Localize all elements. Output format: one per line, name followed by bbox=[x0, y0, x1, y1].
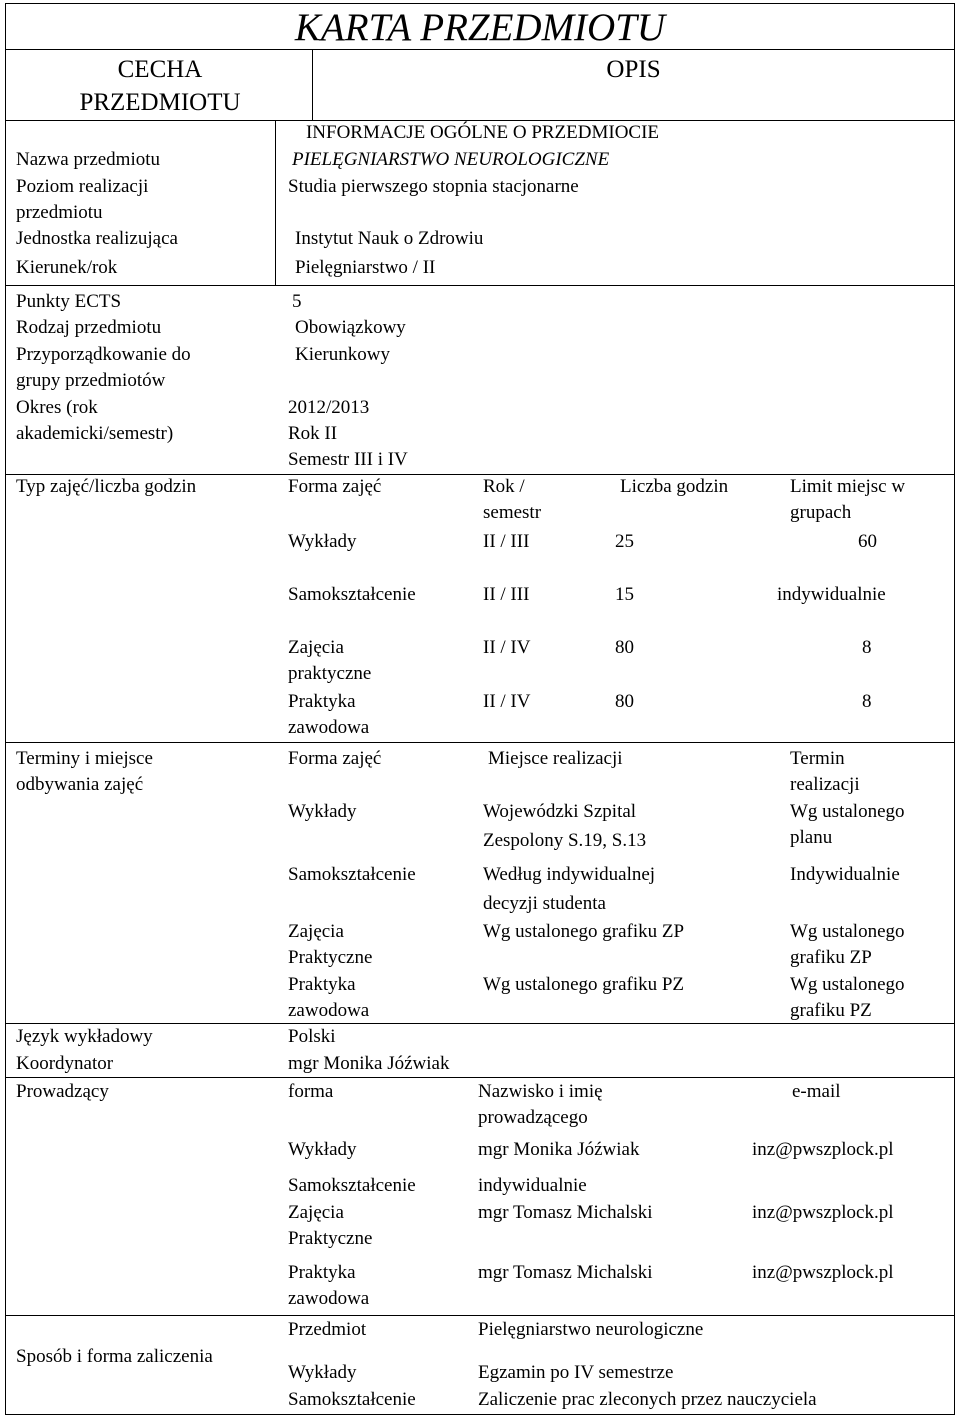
typ-row-3-godz: 80 bbox=[615, 637, 634, 658]
terminy-row-4-forma-2: zawodowa bbox=[288, 1000, 370, 1021]
label-poziom-1: Poziom realizacji bbox=[16, 176, 149, 197]
prowadzacy-header-email: e-mail bbox=[792, 1081, 841, 1102]
terminy-row-2-miejsce-2: decyzji studenta bbox=[483, 893, 606, 914]
label-terminy-2: odbywania zajęć bbox=[16, 774, 144, 795]
header-cecha: CECHA PRZEDMIOTU bbox=[79, 56, 241, 116]
typ-header-liczba: Liczba godzin bbox=[620, 476, 729, 497]
terminy-header-forma: Forma zajęć bbox=[288, 748, 382, 769]
value-jednostka: Instytut Nauk o Zdrowiu bbox=[295, 228, 484, 249]
section-heading: INFORMACJE OGÓLNE O PRZEDMIOCIE bbox=[305, 122, 660, 143]
typ-row-4-rok: II / IV bbox=[483, 691, 531, 712]
typ-row-3-forma-2: praktyczne bbox=[288, 663, 372, 684]
terminy-row-2-termin: Indywidualnie bbox=[790, 864, 900, 885]
typ-row-1-rok: II / III bbox=[483, 531, 530, 552]
typ-row-4-limit: 8 bbox=[862, 691, 872, 712]
sposob-header-value: Pielęgniarstwo neurologiczne bbox=[478, 1319, 704, 1340]
value-okres-semestr: Semestr III i IV bbox=[288, 449, 408, 470]
value-przyporz: Kierunkowy bbox=[295, 344, 390, 365]
label-ects: Punkty ECTS bbox=[16, 291, 122, 312]
prowadzacy-header-nazwisko-2: prowadzącego bbox=[478, 1107, 588, 1128]
typ-header-limit-2: grupach bbox=[790, 502, 852, 523]
typ-row-4-forma-2: zawodowa bbox=[288, 717, 370, 738]
label-terminy-1: Terminy i miejsce bbox=[16, 748, 153, 769]
terminy-row-4-termin-1: Wg ustalonego bbox=[790, 974, 905, 995]
label-prowadzacy: Prowadzący bbox=[16, 1081, 109, 1102]
rule-terminy bbox=[5, 742, 955, 743]
prowadzacy-row-4-forma-2: zawodowa bbox=[288, 1288, 370, 1309]
label-koordynator: Koordynator bbox=[16, 1053, 114, 1074]
sposob-header-przedmiot: Przedmiot bbox=[288, 1319, 367, 1340]
terminy-row-1-termin-1: Wg ustalonego bbox=[790, 801, 905, 822]
value-poziom: Studia pierwszego stopnia stacjonarne bbox=[288, 176, 579, 197]
prowadzacy-row-2-nazwisko: indywidualnie bbox=[478, 1175, 587, 1196]
label-kierunek: Kierunek/rok bbox=[16, 257, 118, 278]
sposob-row-1-value: Egzamin po IV semestrze bbox=[478, 1362, 674, 1383]
typ-row-3-limit: 8 bbox=[862, 637, 872, 658]
sposob-row-1-forma: Wykłady bbox=[288, 1362, 357, 1383]
terminy-row-4-miejsce: Wg ustalonego grafiku PZ bbox=[483, 974, 685, 995]
label-przyporz-1: Przyporządkowanie do bbox=[16, 344, 191, 365]
label-poziom-2: przedmiotu bbox=[16, 202, 103, 223]
label-jezyk: Język wykładowy bbox=[16, 1026, 153, 1047]
terminy-row-3-termin-1: Wg ustalonego bbox=[790, 921, 905, 942]
sposob-row-2-forma: Samokształcenie bbox=[288, 1389, 416, 1410]
label-jednostka: Jednostka realizująca bbox=[16, 228, 178, 249]
typ-header-rok-2: semestr bbox=[483, 502, 542, 523]
terminy-row-3-forma-1: Zajęcia bbox=[288, 921, 344, 942]
terminy-header-termin-2: realizacji bbox=[790, 774, 860, 795]
terminy-row-2-miejsce-1: Według indywidualnej bbox=[483, 864, 656, 885]
typ-row-4-forma-1: Praktyka bbox=[288, 691, 356, 712]
label-rodzaj: Rodzaj przedmiotu bbox=[16, 317, 162, 338]
terminy-row-4-forma-1: Praktyka bbox=[288, 974, 356, 995]
prowadzacy-row-3-forma-1: Zajęcia bbox=[288, 1202, 344, 1223]
typ-row-2-limit: indywidualnie bbox=[777, 584, 886, 605]
prowadzacy-header-forma: forma bbox=[288, 1081, 334, 1102]
label-typ: Typ zajęć/liczba godzin bbox=[16, 476, 197, 497]
value-ects: 5 bbox=[292, 291, 302, 312]
typ-row-2-godz: 15 bbox=[615, 584, 634, 605]
typ-row-3-forma-1: Zajęcia bbox=[288, 637, 344, 658]
value-rodzaj: Obowiązkowy bbox=[295, 317, 406, 338]
terminy-row-1-termin-2: planu bbox=[790, 827, 833, 848]
prowadzacy-row-3-email: inz@pwszplock.pl bbox=[752, 1202, 894, 1223]
typ-row-3-rok: II / IV bbox=[483, 637, 531, 658]
value-koordynator: mgr Monika Jóźwiak bbox=[288, 1053, 450, 1074]
value-okres-rok: Rok II bbox=[288, 423, 338, 444]
prowadzacy-row-1-nazwisko: mgr Monika Jóźwiak bbox=[478, 1139, 640, 1160]
value-okres-rok-akad: 2012/2013 bbox=[288, 397, 370, 418]
value-jezyk: Polski bbox=[288, 1026, 336, 1047]
typ-header-rok-1: Rok / bbox=[483, 476, 525, 497]
value-kierunek: Pielęgniarstwo / II bbox=[295, 257, 436, 278]
label-przyporz-2: grupy przedmiotów bbox=[16, 370, 166, 391]
rule-ects bbox=[5, 285, 955, 286]
prowadzacy-row-1-email: inz@pwszplock.pl bbox=[752, 1139, 894, 1160]
label-nazwa: Nazwa przedmiotu bbox=[16, 149, 161, 170]
terminy-row-1-forma: Wykłady bbox=[288, 801, 357, 822]
terminy-header-miejsce: Miejsce realizacji bbox=[488, 748, 623, 769]
typ-row-1-forma: Wykłady bbox=[288, 531, 357, 552]
prowadzacy-row-4-email: inz@pwszplock.pl bbox=[752, 1262, 894, 1283]
typ-row-1-godz: 25 bbox=[615, 531, 634, 552]
typ-row-2-forma: Samokształcenie bbox=[288, 584, 416, 605]
rule-prowadzacy bbox=[5, 1077, 955, 1078]
terminy-header-termin-1: Termin bbox=[790, 748, 845, 769]
typ-row-2-rok: II / III bbox=[483, 584, 530, 605]
label-okres-1: Okres (rok bbox=[16, 397, 98, 418]
prowadzacy-row-1-forma: Wykłady bbox=[288, 1139, 357, 1160]
typ-header-forma: Forma zajęć bbox=[288, 476, 382, 497]
typ-row-1-limit: 60 bbox=[858, 531, 877, 552]
terminy-row-3-forma-2: Praktyczne bbox=[288, 947, 373, 968]
typ-row-4-godz: 80 bbox=[615, 691, 634, 712]
prowadzacy-row-4-forma-1: Praktyka bbox=[288, 1262, 356, 1283]
terminy-row-3-miejsce: Wg ustalonego grafiku ZP bbox=[483, 921, 685, 942]
terminy-row-1-miejsce-2: Zespolony S.19, S.13 bbox=[483, 830, 647, 851]
terminy-row-1-miejsce-1: Wojewódzki Szpital bbox=[483, 801, 637, 822]
terminy-row-2-forma: Samokształcenie bbox=[288, 864, 416, 885]
prowadzacy-row-4-nazwisko: mgr Tomasz Michalski bbox=[478, 1262, 653, 1283]
prowadzacy-header-nazwisko-1: Nazwisko i imię bbox=[478, 1081, 603, 1102]
typ-header-limit-1: Limit miejsc w bbox=[790, 476, 906, 497]
header-opis: OPIS bbox=[606, 56, 661, 83]
terminy-row-4-termin-2: grafiku PZ bbox=[790, 1000, 872, 1021]
prowadzacy-row-3-forma-2: Praktyczne bbox=[288, 1228, 373, 1249]
sposob-row-2-value: Zaliczenie prac zleconych przez nauczyciela bbox=[478, 1389, 817, 1410]
prowadzacy-row-3-nazwisko: mgr Tomasz Michalski bbox=[478, 1202, 653, 1223]
rule-sposob bbox=[5, 1315, 955, 1316]
label-okres-2: akademicki/semestr) bbox=[16, 423, 174, 444]
label-sposob: Sposób i forma zaliczenia bbox=[16, 1346, 213, 1367]
terminy-row-3-termin-2: grafiku ZP bbox=[790, 947, 872, 968]
value-nazwa: PIELĘGNIARSTWO NEUROLOGICZNE bbox=[292, 149, 610, 170]
prowadzacy-row-2-forma: Samokształcenie bbox=[288, 1175, 416, 1196]
page-title: KARTA PRZEDMIOTU bbox=[294, 6, 666, 49]
